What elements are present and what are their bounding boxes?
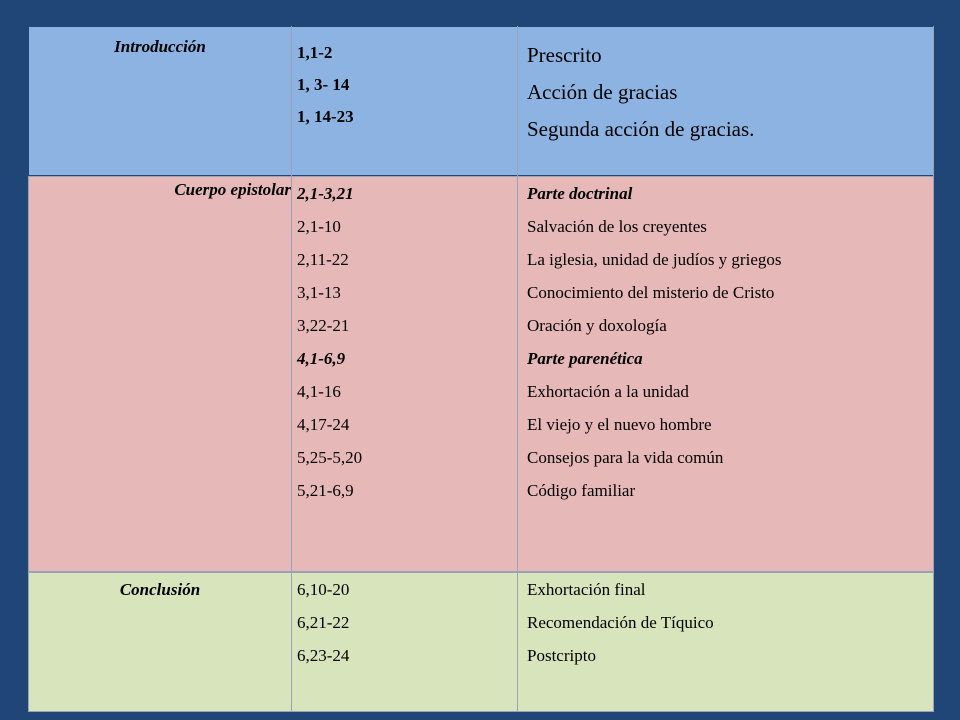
desc-line: Código familiar [527,481,636,500]
refs-conclusion [297,573,515,672]
ref-line: 1, 14-23 [297,107,354,126]
descs-conclusion [527,573,932,672]
desc-line: Parte parenética [527,349,643,368]
descs-introduction [527,27,932,148]
structure-table [28,26,934,712]
desc-line: El viejo y el nuevo hombre [527,415,712,434]
ref-line: 3,22-21 [297,316,350,335]
ref-line: 6,21-22 [297,613,350,632]
section-label-introduction: Introducción [114,37,206,56]
column-divider [291,26,292,712]
desc-line: Salvación de los creyentes [527,217,707,236]
refs-body [297,177,515,507]
column-divider [933,26,934,712]
ref-line: 2,1-10 [297,217,341,236]
ref-line: 4,17-24 [297,415,350,434]
desc-line: Postcripto [527,646,596,665]
ref-line: 6,23-24 [297,646,350,665]
descs-body [527,177,932,507]
ref-line: 1,1-2 [297,43,333,62]
desc-line: Recomendación de Tíquico [527,613,714,632]
section-label-body: Cuerpo epistolar [174,180,291,199]
desc-line: Parte doctrinal [527,184,633,203]
ref-line: 2,1-3,21 [297,184,354,203]
desc-line: Segunda acción de gracias. [527,117,755,141]
ref-line: 3,1-13 [297,283,341,302]
desc-line: Prescrito [527,43,602,67]
ref-line: 5,25-5,20 [297,448,363,467]
ref-line: 4,1-16 [297,382,341,401]
column-divider [517,26,518,712]
row-introduction [28,26,934,176]
section-label-conclusion-text: Conclusión [119,580,201,599]
desc-line: Consejos para la vida común [527,448,724,467]
ref-line: 6,10-20 [297,580,350,599]
desc-line: Exhortación final [527,580,646,599]
ref-line: 4,1-6,9 [297,349,346,368]
ref-line: 1, 3- 14 [297,75,350,94]
row-body [28,176,934,572]
section-label-conclusion [45,573,275,606]
row-conclusion [28,572,934,712]
desc-line: La iglesia, unidad de judíos y griegos [527,250,782,269]
ref-line: 2,11-22 [297,250,349,269]
desc-line: Exhortación a la unidad [527,382,689,401]
refs-introduction [297,27,515,133]
desc-line: Conocimiento del misterio de Cristo [527,283,775,302]
desc-line: Acción de gracias [527,80,678,104]
desc-line: Oración y doxología [527,316,667,335]
ref-line: 5,21-6,9 [297,481,354,500]
